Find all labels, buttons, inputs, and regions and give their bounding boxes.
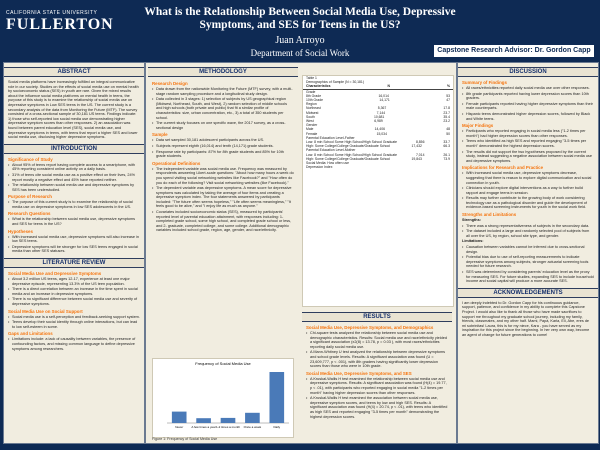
strengths-label: Strengths: xyxy=(462,218,481,223)
table-cell: 23.7 xyxy=(443,110,450,115)
list-item: • With increased social media use, depressive symptoms decrease, suggesting that there is reason to explore digital communication and social connection in youth. xyxy=(466,171,594,185)
results-subheading-2: Social Media Use, Depressive Symptoms, and SES xyxy=(306,370,412,376)
list-item: • SES was determined by considering parents' education level as the proxy for measuring SES. For future studies, expanding SES to include household income and social capital will produce a more accurate SES. xyxy=(466,270,594,284)
significance-subheading: Significance of Study xyxy=(8,156,53,162)
list-item: • All races/ethnicities reported daily social media use over other responses. xyxy=(466,86,594,91)
table-body xyxy=(303,90,453,170)
table-cell: Northeast xyxy=(306,106,321,111)
lit-subheading-1: Social Media Use and Depressive Symptoms xyxy=(8,271,102,277)
methodology-heading: METHODOLOGY xyxy=(148,67,298,77)
list-item: • Causation between variables cannot be inferred due to cross-sectional design. xyxy=(466,245,594,254)
table-cell: Low: 8 min School Some High School/High School Graduate xyxy=(306,152,398,157)
table-cell: Midwest xyxy=(306,110,319,115)
results-subheading-1: Social Media Use, Depressive Symptoms, and Demographics xyxy=(306,325,434,330)
poster-title: What is the Relationship Between Social Media Use, Depressive Symptoms, and SES for Teens in the US? xyxy=(144,6,456,31)
table-header-cell: % xyxy=(446,84,450,89)
hypotheses-subheading: Hypotheses xyxy=(8,228,33,234)
list-item: • Social media use is a self-perception and feedback-seeking support system. xyxy=(12,315,140,320)
list-item: • Female participants reported having higher depressive symptoms than their male counterparts. xyxy=(466,102,594,111)
list-item: • What is the relationship between social media use, depressive symptoms and SES for teens in the US? xyxy=(12,217,140,226)
list-item: • Subjects represent eighth (16,014) and tenth (14,171) grade students. xyxy=(156,144,294,149)
table-cell: 19,843 xyxy=(411,156,422,161)
lit-subheading-2: Social Media Use on Social Support xyxy=(8,308,83,314)
table-cell: Social Media: How often use xyxy=(306,161,349,166)
list-item: • Teens develop their social identity through online interactions, but can lead to low self-esteem in some. xyxy=(12,320,140,329)
list-item: • Hispanic teens demonstrated higher depression scores, followed by Black and White teens. xyxy=(466,112,594,121)
opdef-subheading: Operational Definitions xyxy=(152,160,201,166)
middle-column xyxy=(145,62,457,444)
list-item: • A Kruskal-Wallis H test examined the relationship between social media use and depressive symptoms. Results: A significant association was found (H(4) = 19.77, p < .01), with participants who reported engaging in social media "1-2 times per month" having higher depression scores than other responses. xyxy=(310,377,448,395)
list-item: • Potential bias due to use of self-reporting measurements to indicate depressive symptoms among subjects, stronger actuarial screening tools needed for future research. xyxy=(466,255,594,269)
list-item: • The current study focuses on one specific wave, the 2017 survey, as a cross-sectional design xyxy=(156,121,294,130)
acknowledgements-text: I am deeply indebted to Dr. Gordon Capp for his continuous guidance, support, patience, and confidence in my ability to complete this Capstone Project. I would also like to thank all those who have made sacrifices to support me throughout my graduate school journey, including my family, friends, classmates, and my other half. Mami, Papá, Karla, Eli, Abe, eres de mi sobrinitas! Laura, this is for my niece, Kara - you have served as my inspiration for this project since the beginning. In her very own way, become an agent of change for future generations to come! xyxy=(462,300,590,337)
table-cell: South xyxy=(306,114,315,119)
limitations-label: Limitations: xyxy=(462,239,484,244)
table-cell: 73.9 xyxy=(443,156,450,161)
list-item: • The relationship between social media use and depressive symptoms by SES has been understudied. xyxy=(12,183,140,192)
list-item: • The dataset included a large and randomly selected pool of subjects from all over the US, by region, school site type, and gender. xyxy=(466,229,594,238)
results-heading: RESULTS xyxy=(302,312,452,322)
summary-subheading: Summary of Findings xyxy=(462,80,507,85)
list-item: • 31% of teens cite social media use as a positive effect on their lives, 24% report mostly a negative effect and 45% have reported neither. xyxy=(12,173,140,182)
table-cell: 48 xyxy=(446,127,450,132)
list-item: • Data set sampled 30,181 adolescent participants across the US. xyxy=(156,138,294,143)
list-item: • About 3.2 million US teens, ages 12-17, experience at least one major depressive episode, representing 13.3% of the US teen population. xyxy=(12,277,140,286)
list-item: • Participants who reported engaging in social media less ("1-2 times per month") had higher depression scores than other responses. xyxy=(466,129,594,138)
table-cell: 35.4 xyxy=(443,114,450,119)
table-cell: 14,171 xyxy=(379,98,390,103)
results-section xyxy=(302,308,452,420)
bar xyxy=(269,372,284,423)
methodology-body xyxy=(148,79,298,234)
list-item: • About 95% of teens report having complete access to a smartphone, with 45% reporting consistent online activity on a daily basis. xyxy=(12,163,140,172)
list-item: • The dependent variable was depressive symptoms. A mean score for depressive symptoms was calculated by taking the average of four items and creating a depressive symptom index. The four statements answered by participants included: "The future often seems hopeless," "Life often seems meaningless," "It feels good to be alive," and "I enjoy life as much as anyone." xyxy=(156,186,294,209)
chart-caption: Figure 1: Frequency of Social Media Use xyxy=(152,437,218,441)
table-cell: West xyxy=(306,119,314,124)
research-questions-subheading: Research Questions xyxy=(8,211,51,217)
university-line: CALIFORNIA STATE UNIVERSITY xyxy=(6,10,98,16)
bar xyxy=(172,412,187,423)
author-name: Juan Arroyo xyxy=(275,35,325,46)
list-item: • Covariates included socioeconomic status (SES), measured by participants' reported level of parental education attainment, with responses including: 1-completed grade school, some high school, and completed grade school or less, and 2- graduate, completed college, and some college. Additional demographic variables included school grade, region, age, gender, and race/ethnicity. xyxy=(156,210,294,233)
list-item: • There is a direct correlation between an increase in the time spent in social media and an increase in depressive symptoms. xyxy=(12,287,140,296)
university-logo xyxy=(6,10,126,34)
table-cell: 7,014 xyxy=(415,152,425,157)
list-item: • The purpose of this current study is to examine the relationship of social media use on depressive symptoms in low SES adolescents in the US. xyxy=(12,200,140,209)
table-cell: 47 xyxy=(446,98,450,103)
right-column xyxy=(457,62,599,444)
table-cell: Male xyxy=(306,127,314,132)
list-item: • Data collected in 3 stages: 1) selection of subjects by US geographical region (Midwest, Northeast, South, and West), 2) random selection of middle schools and high schools (both private and public) that fit a similar profile of characteristics: size, urban concentration, etc., 3) a total of 350 students per school. xyxy=(156,97,294,120)
list-item: • Teens who identified as high SES and reported engaging "3-5 times per month" demonstrated the highest depression scores. xyxy=(466,139,594,148)
major-subheading: Major Findings xyxy=(462,123,494,129)
x-tick-label: 1-2 times a month xyxy=(215,425,241,429)
table-cell: 14,406 xyxy=(374,127,385,132)
list-item: • There is no significant difference between social media use and severity of depressive symptoms. xyxy=(12,297,140,306)
x-tick-label: Never xyxy=(175,425,184,429)
advisor-label: Capstone Research Advisor: Dr. Gordon Capp xyxy=(434,45,594,57)
social-media-chart xyxy=(152,358,294,438)
table-cell: 5,367 xyxy=(377,106,387,111)
purpose-subheading: Purpose of Research xyxy=(8,194,52,200)
table-header-cell: N xyxy=(387,84,390,89)
table-cell: Depression Index xyxy=(306,165,333,170)
table-cell: 8th Grade xyxy=(306,93,322,98)
table-cell: Parental Education Level-Father xyxy=(306,135,355,140)
abstract-heading: ABSTRACT xyxy=(4,67,144,77)
list-item: • A Kruskal-Wallis H test examined the association between social media use, depressive symptom scores, and teens by low and high SES. Results: A significant association was found (H(4) = 20.74, p < .01), with teens who identified as high SES and reported engaging "3-5 times per month" demonstrating the highest depression scores. xyxy=(310,396,448,419)
title-block xyxy=(130,6,470,58)
table-cell: 8,856 xyxy=(415,140,425,145)
table-cell: 17.8 xyxy=(443,106,450,111)
table-cell: Female xyxy=(306,131,318,136)
table-cell: 15,034 xyxy=(376,131,387,136)
table-cell: High: Some College/College Graduate/Graduate School xyxy=(306,144,391,149)
table-cell: 16,014 xyxy=(378,93,389,98)
table-cell: 10,681 xyxy=(373,114,385,119)
table-cell: 33.7 xyxy=(443,140,450,145)
list-item: • Response rate by participants: 87% for 8th grade students and 85% for 10th grade students. xyxy=(156,150,294,159)
implications-subheading: Implications for Research and Practice xyxy=(462,165,544,171)
table-cell: Region xyxy=(306,102,317,107)
table-cell: 17,432 xyxy=(411,144,422,149)
significance-list xyxy=(4,163,144,193)
table-cell: Grade xyxy=(306,89,316,94)
sample-subheading: Sample xyxy=(152,132,168,138)
department-name: Department of Social Work xyxy=(250,48,350,58)
x-tick-label: Once a week xyxy=(243,425,262,429)
table-cell: Parental Education Level-Mother xyxy=(306,148,356,153)
list-item: • Clinicians should explore digital interventions as a way to further build rapport and engage teens in session. xyxy=(466,186,594,195)
poster-header xyxy=(0,0,600,60)
strengths-subheading: Strengths and Limitations xyxy=(462,212,517,218)
list-item: • Chi-square tests analyzed the relationship between social media use and demographic characteristics. Results: Social media use and race/ethnicity yielded a significant association (x2(8) = 13.78, p = 0.03 ), with most races/ethnicities reporting daily social media use. xyxy=(310,331,448,349)
chart-title: Frequency of Social Media Use xyxy=(195,361,251,366)
table-cell: 23.2 xyxy=(443,119,450,124)
table-subtitle-text: Demographics of Sample (N = 30,181) xyxy=(306,80,364,85)
introduction-heading: INTRODUCTION xyxy=(4,144,144,154)
bar xyxy=(196,418,211,423)
table-title-text: Table 1 xyxy=(306,76,317,80)
table-cell: Gender xyxy=(306,123,318,128)
demographics-table xyxy=(302,75,454,307)
discussion-heading: DISCUSSION xyxy=(458,67,598,77)
design-subheading: Research Design xyxy=(152,81,188,86)
list-item: • Results may further contribute to the growing body of work considering technology use as a pathological disorder and guide the development of evidence-based screening instruments for youth in the social work field. xyxy=(466,196,594,210)
abstract-text: Social media platforms have increasingly fulfilled an integral communicative role in our society. Studies on the effects of social media use on mental health by socioeconomic status (SES) in youth are rare. Given the mixed results about the influence social media platforms on mental health in teens, the purpose of this study is to examine the relationship of social media use on depressive symptoms in Low SES teens in the US. The current study is a secondary analysis of the data from Monitoring the Future (MTF). The survey consisted of a cross-sectional sample of 30,181 US teens. Findings indicate: 1) those who self-reported low social media use demonstrating higher depressive symptom scores than other responses. 2) an association was found between parent education level (SES), social media use, and depressive symptoms in teens, with teens that report a higher SES and lower social media use, disclosing higher depressive symptoms. xyxy=(8,80,139,140)
list-item: • A Mann-Whitney U test analyzed the relationship between depressive symptoms and school grade levels. Results: A significant association was found (U = 23,609,777, p < .001), with 8th graders having significantly lower depression scores than those who were in 10th grade. xyxy=(310,350,448,368)
table-cell: 66.3 xyxy=(443,144,450,149)
list-item: • Limitations include: a lack of causality between variables, the presence of confounding factors, and missing common language to define depressive symptoms among researchers. xyxy=(12,337,140,351)
bar xyxy=(245,413,260,423)
literature-heading: LITERATURE REVIEW xyxy=(4,258,144,268)
bar xyxy=(221,418,236,423)
table-cell: Low: 8 min School Some High School/High School Graduate xyxy=(306,140,398,145)
table-cell: 26.1 xyxy=(443,152,450,157)
list-item: • There was a strong representativeness of subjects in the secondary data. xyxy=(466,224,594,229)
list-item: • The independent variable was social media use. Frequency was measured by respondents answering Likert-scale questions: "About how many hours a week do you spend visiting social networking websites like Facebook?" and "How often do you do each of the following? Visit social networking websites (like Facebook)." xyxy=(156,167,294,185)
x-tick-label: Daily xyxy=(273,425,281,429)
table-cell: 6,989 xyxy=(374,119,383,124)
list-item: • The results did not support the two hypotheses proposed by the current study, instead suggesting a negative association between social media use and depressive symptoms. xyxy=(466,150,594,164)
x-tick-label: A few times a year xyxy=(191,425,216,429)
table-cell: High: Some College/College Graduate/Graduate School xyxy=(306,156,391,161)
gaps-subheading: Gaps and Limitations xyxy=(8,331,53,337)
table-cell: 7,144 xyxy=(376,110,386,115)
list-item: • Data drawn from the nationwide Monitoring the Future (MTF) survey, with a multi-stage random sampling procedure and a longitudinal study design. xyxy=(156,87,294,96)
left-column xyxy=(3,62,145,444)
acknowledgements-heading: ACKNOWLEDGEMENTS xyxy=(458,288,598,298)
list-item: • 8th grade participants reported having lower depression scores than 10th graders. xyxy=(466,92,594,101)
list-item: • With increased social media use, depressive symptoms will also increase in low SES teens. xyxy=(12,235,140,244)
university-name: FULLERTON xyxy=(6,16,114,33)
table-row xyxy=(303,165,453,169)
table-cell: 50 xyxy=(446,131,450,136)
table-header-cell: Characteristics xyxy=(306,84,331,89)
table-cell: 53 xyxy=(446,93,450,98)
list-item: • Depressive symptoms will be stronger for low SES teens engaged in social media than other SES statuses. xyxy=(12,245,140,254)
table-cell: 10th Grade xyxy=(306,98,323,103)
